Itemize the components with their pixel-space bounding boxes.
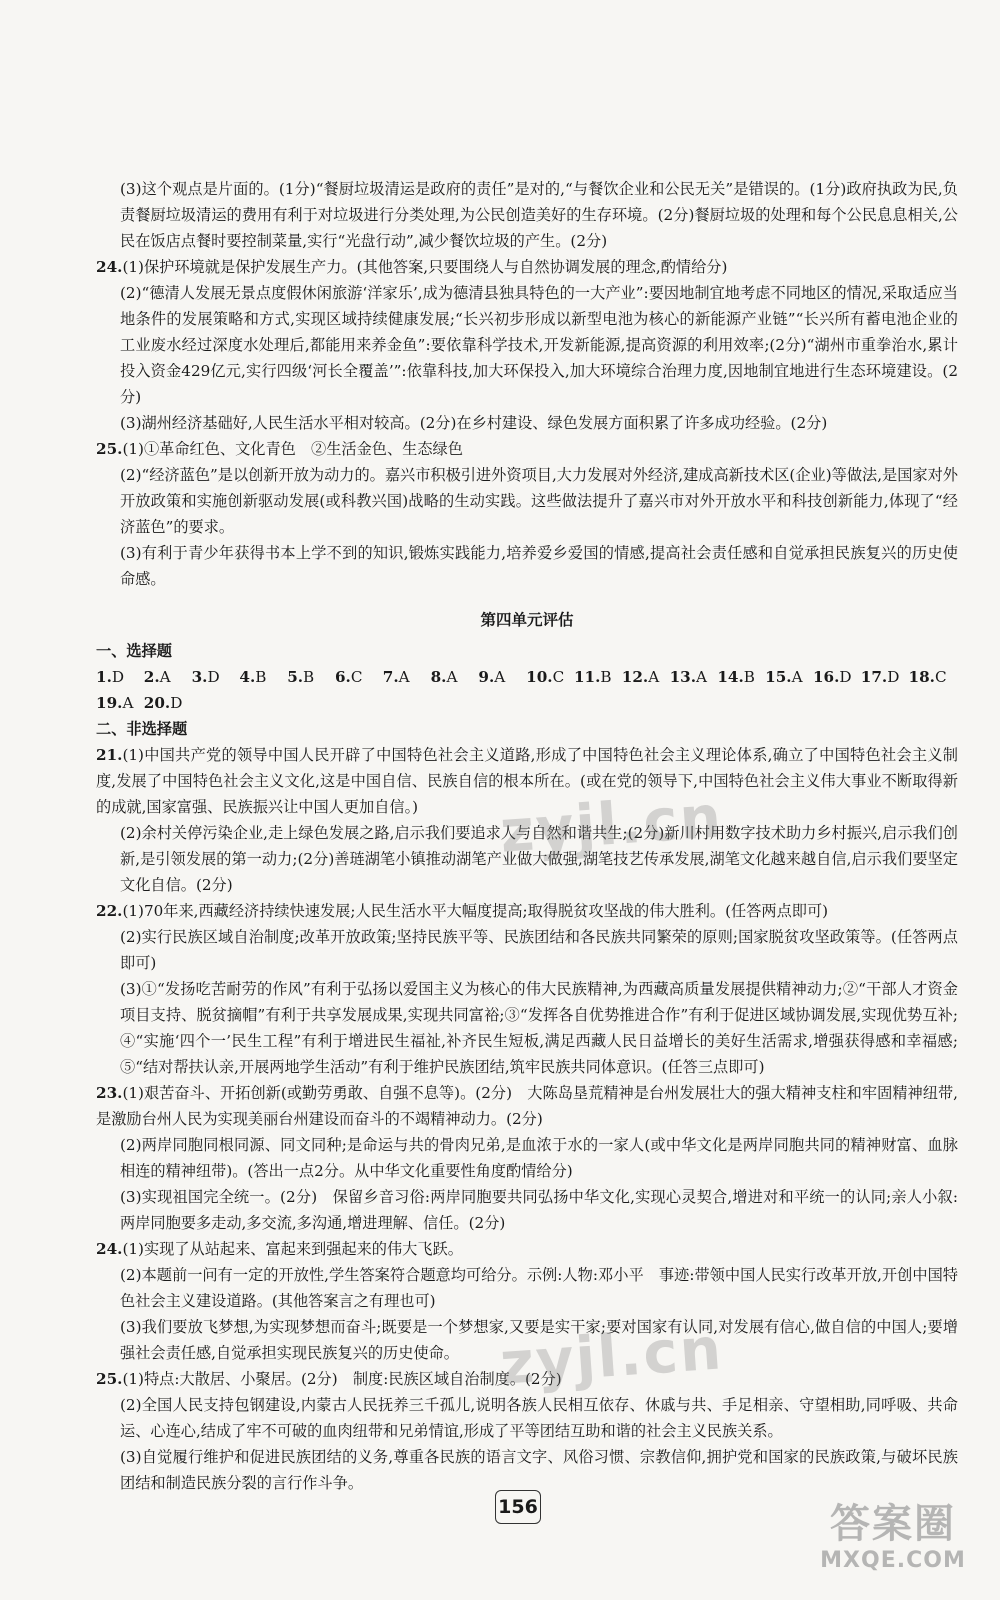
question-25-part-3: (3)有利于青少年获得书本上学不到的知识,锻炼实践能力,培养爱乡爱国的情感,提高社会责任感和自觉承担民族复兴的历史使命感。 — [120, 544, 958, 588]
site-logo — [808, 1500, 978, 1578]
section-heading-choice: 一、选择题 — [96, 642, 172, 660]
question-number: 24. — [96, 1240, 123, 1258]
question-21-part-2: (2)余村关停污染企业,走上绿色发展之路,启示我们要追求人与自然和谐共生;(2分)新川村用数字技术助力乡村振兴,启示我们创新,是引领发展的第一动力;(2分)善琏湖笔小镇推动湖笔产业做大做强,湖笔技艺传承发展,湖笔文化越来越自信,启示我们要坚定文化自信。(2分) — [120, 824, 958, 894]
question-number: 22. — [96, 902, 123, 920]
question-number: 21. — [96, 746, 123, 764]
choice-answer: 20.D — [143, 694, 183, 712]
choice-answer: 13.A — [669, 668, 707, 686]
section-heading-nonchoice: 二、非选择题 — [96, 720, 188, 738]
question-25b-part-2: (2)全国人民支持包钢建设,内蒙古人民抚养三千孤儿,说明各族人民相互依存、休戚与共、手足相亲、守望相助,同呼吸、共命运、心连心,结成了牢不可破的血肉纽带和兄弟情谊,形成了平等团结互助和谐的社会主义民族关系。 — [120, 1396, 958, 1440]
choice-answer: 6.C — [334, 668, 363, 686]
question-25b-part-3: (3)自觉履行维护和促进民族团结的义务,尊重各民族的语言文字、风俗习惯、宗教信仰,拥护党和国家的民族政策,与破坏民族团结和制造民族分裂的言行作斗争。 — [120, 1448, 958, 1492]
question-number: 25. — [96, 440, 123, 458]
question-25b — [96, 1366, 958, 1392]
answer-text: (1)特点:大散居、小聚居。(2分) 制度:民族区域自治制度。(2分) — [122, 1370, 562, 1388]
question-24b — [96, 1236, 958, 1262]
answer-text: (1)保护环境就是保护发展生产力。(其他答案,只要围绕人与自然协调发展的理念,酌情给分) — [122, 258, 728, 276]
question-25-part-2: (2)“经济蓝色”是以创新开放为动力的。嘉兴市积极引进外资项目,大力发展对外经济,建成高新技术区(企业)等做法,是国家对外开放政策和实施创新驱动发展(或科教兴国)战略的生动实践。这些做法提升了嘉兴市对外开放水平和科技创新能力,体现了“经济蓝色”的要求。 — [120, 466, 958, 536]
question-22 — [96, 898, 958, 924]
watermark: zyjl.cn — [497, 1314, 726, 1398]
page-number: 156 — [495, 1490, 541, 1524]
choice-answer: 8.A — [430, 668, 458, 686]
answer-text: (1)中国共产党的领导中国人民开辟了中国特色社会主义道路,形成了中国特色社会主义理论体系,确立了中国特色社会主义制度,发展了中国特色社会主义文化,这是中国自信、民族自信的根本所在。(或在党的领导下,中国特色社会主义伟大事业不断取得新的成就,国家富强、民族振兴让中国人更加自信。) — [96, 746, 958, 816]
question-number: 25. — [96, 1370, 123, 1388]
choice-answer: 10.C — [526, 668, 565, 686]
question-number: 23. — [96, 1084, 123, 1102]
logo-text-en: MXQE.COM — [820, 1548, 966, 1573]
unit-title: 第四单元评估 — [480, 610, 574, 629]
answer-text: (1)艰苦奋斗、开拓创新(或勤劳勇敢、自强不息等)。(2分) 大陈岛垦荒精神是台州发展壮大的强大精神支柱和牢固精神纽带,是激励台州人民为实现美丽台州建设而奋斗的不竭精神动力。(2分) — [96, 1084, 958, 1128]
answer-text: (1)实现了从站起来、富起来到强起来的伟大飞跃。 — [122, 1240, 463, 1258]
choice-answer: 11.B — [573, 668, 612, 686]
question-25 — [96, 436, 958, 462]
choice-answer: 3.D — [191, 668, 220, 686]
question-24 — [96, 254, 958, 280]
choice-answer: 14.B — [717, 668, 755, 686]
question-24b-part-2: (2)本题前一问有一定的开放性,学生答案符合题意均可给分。示例:人物:邓小平 事迹:带领中国人民实行改革开放,开创中国特色社会主义建设道路。(其他答案言之有理也可) — [120, 1266, 958, 1310]
choice-answers — [96, 664, 958, 716]
choice-answer: 1.D — [96, 668, 125, 686]
question-number: 24. — [96, 258, 123, 276]
choice-answer: 17.D — [860, 668, 900, 686]
question-21 — [96, 742, 958, 820]
choice-answer: 9.A — [478, 668, 506, 686]
choice-answer: 19.A — [96, 694, 134, 712]
choice-answer: 4.B — [239, 668, 267, 686]
watermark: zyjl.cn — [497, 782, 726, 866]
question-23 — [96, 1080, 958, 1132]
question-23-part-2: (2)两岸同胞同根同源、同文同种;是命运与共的骨肉兄弟,是血浓于水的一家人(或中华文化是两岸同胞共同的精神财富、血脉相连的精神纽带)。(答出一点2分。从中华文化重要性角度酌情给分) — [120, 1136, 958, 1180]
answer-text: (1)①革命红色、文化青色 ②生活金色、生态绿色 — [122, 440, 463, 458]
choice-answer: 15.A — [765, 668, 803, 686]
choice-answer: 7.A — [382, 668, 410, 686]
question-24-part-3: (3)湖州经济基础好,人民生活水平相对较高。(2分)在乡村建设、绿色发展方面积累了许多成功经验。(2分) — [120, 414, 828, 432]
paragraph-q23-3: (3)这个观点是片面的。(1分)“餐厨垃圾清运是政府的责任”是对的,“与餐饮企业和公民无关”是错误的。(1分)政府执政为民,负责餐厨垃圾清运的费用有利于对垃圾进行分类处理,为公民创造美好的生存环境。(2分)餐厨垃圾的处理和每个公民息息相关,公民在饭店点餐时要控制菜量,实行“光盘行动”,减少餐饮垃圾的产生。(2分) — [120, 180, 958, 250]
answer-page — [96, 176, 958, 1496]
choice-answer: 2.A — [143, 668, 171, 686]
answer-text: (1)70年来,西藏经济持续快速发展;人民生活水平大幅度提高;取得脱贫攻坚战的伟大胜利。(任答两点即可) — [122, 902, 829, 920]
question-22-part-2: (2)实行民族区域自治制度;改革开放政策;坚持民族平等、民族团结和各民族共同繁荣的原则;国家脱贫攻坚政策等。(任答两点即可) — [120, 928, 958, 972]
question-22-part-3: (3)①“发扬吃苦耐劳的作风”有利于弘扬以爱国主义为核心的伟大民族精神,为西藏高质量发展提供精神动力;②“干部人才资金项目支持、脱贫摘帽”有利于共享发展成果,实现共同富裕;③“发挥各自优势推进合作”有利于促进区域协调发展,实现优势互补;④“实施‘四个一’民生工程”有利于增进民生福祉,补齐民生短板,满足西藏人民日益增长的美好生活需求,增强获得感和幸福感;⑤“结对帮扶认亲,开展两地学生活动”有利于维护民族团结,筑牢民族共同体意识。(任答三点即可) — [120, 980, 958, 1076]
choice-answer: 5.B — [287, 668, 315, 686]
choice-answer: 16.D — [812, 668, 852, 686]
question-24b-part-3: (3)我们要放飞梦想,为实现梦想而奋斗;既要是一个梦想家,又要是实干家;要对国家有认同,对发展有信心,做自信的中国人;要增强社会责任感,自觉承担实现民族复兴的历史使命。 — [120, 1318, 958, 1362]
choice-answer: 12.A — [621, 668, 660, 686]
logo-text-cn: 答案圈 — [830, 1501, 956, 1547]
question-24-part-2: (2)“德清人发展无景点度假休闲旅游‘洋家乐’,成为德清县独具特色的一大产业”:要因地制宜地考虑不同地区的情况,采取适应当地条件的发展策略和方式,实现区域持续健康发展;“长兴初步形成以新型电池为核心的新能源产业链”“长兴所有蓄电池企业的工业废水经过深度水处理后,都能用来养金鱼”:要依靠科学技术,开发新能源,提高资源的利用效率;(2分)“湖州市重拳治水,累计投入资金429亿元,实行四级‘河长全覆盖’”:依靠科技,加大环保投入,加大环境综合治理力度,因地制宜地进行生态环境建设。(2分) — [120, 284, 958, 406]
question-23-part-3: (3)实现祖国完全统一。(2分) 保留乡音习俗:两岸同胞要共同弘扬中华文化,实现心灵契合,增进对和平统一的认同;亲人小叙:两岸同胞要多走动,多交流,多沟通,增进理解、信任。(2分) — [120, 1188, 958, 1232]
choice-answer: 18.C — [908, 668, 947, 686]
